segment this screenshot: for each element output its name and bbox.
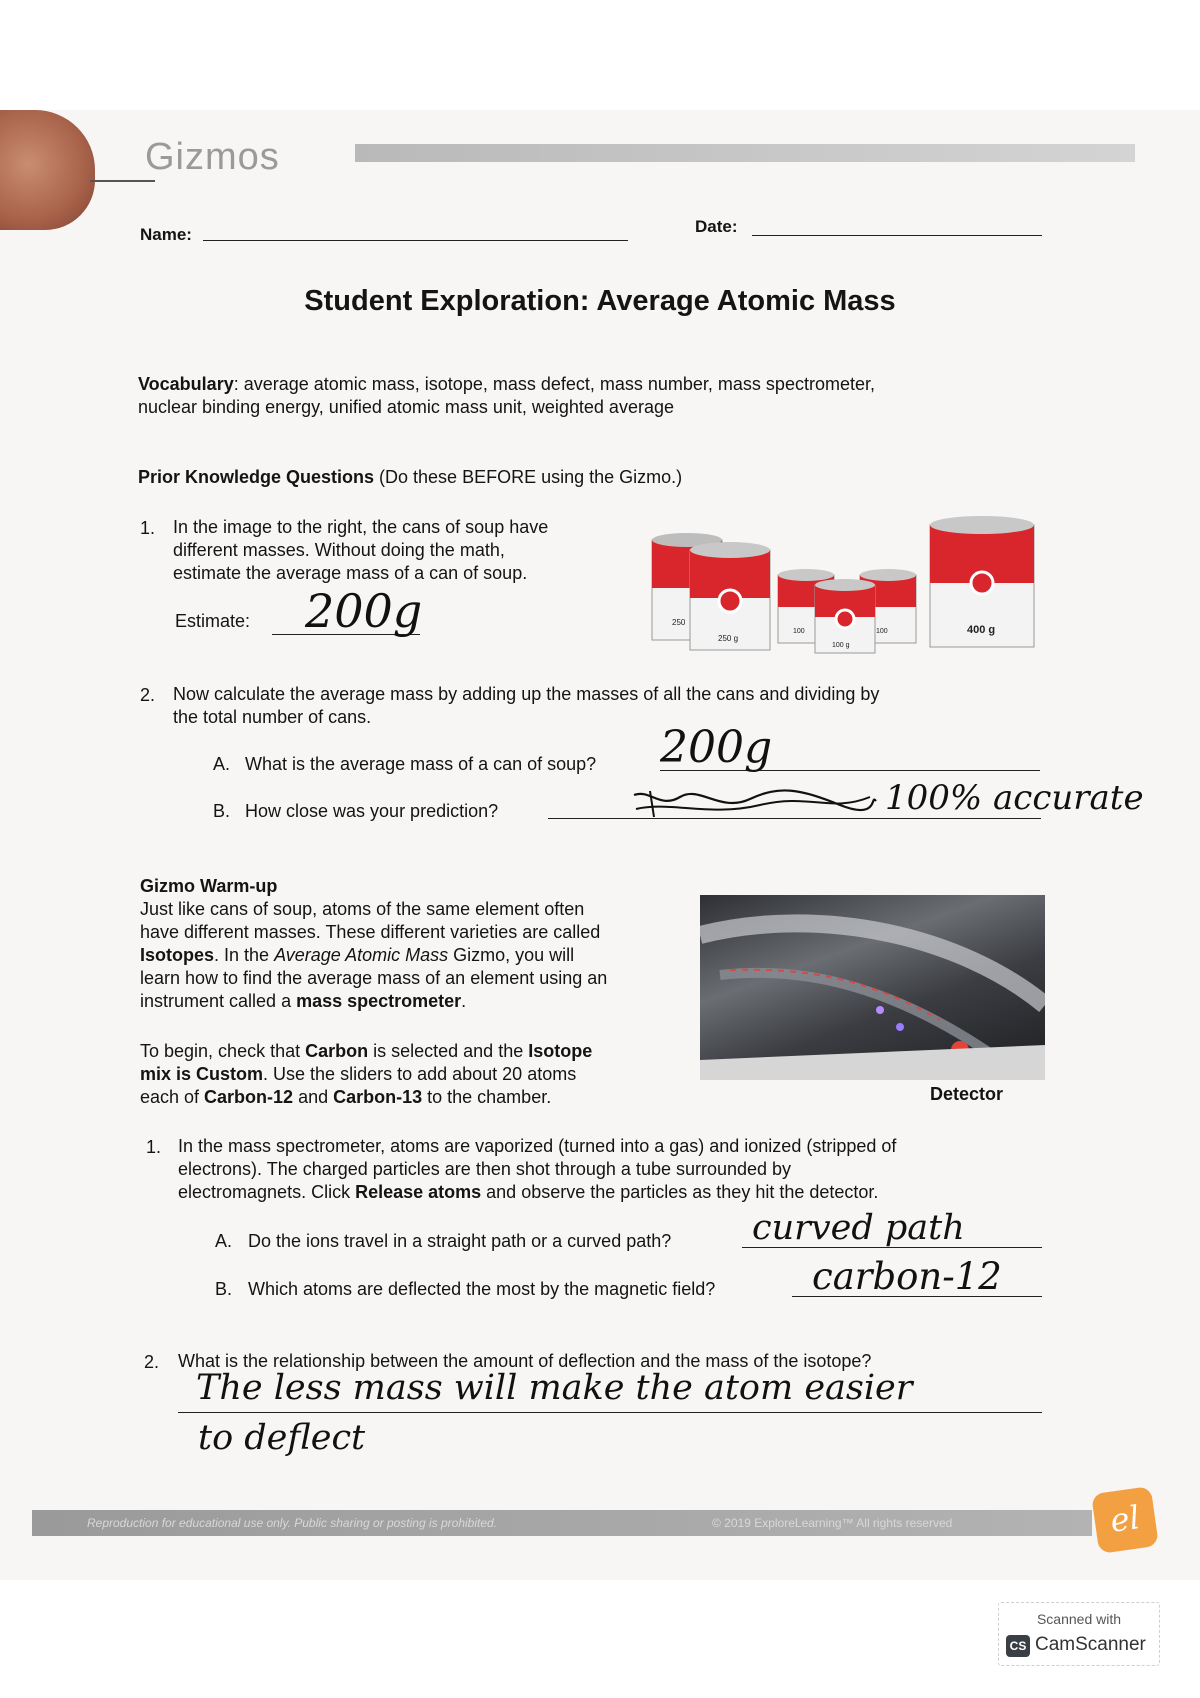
- camscanner-logo-icon: CS: [1006, 1635, 1030, 1657]
- warmup-q1-b-question: Which atoms are deflected the most by the magnetic field?: [248, 1279, 716, 1299]
- warmup-p1-line2: have different masses. These different varieties are called: [140, 922, 601, 942]
- can-label-3: 100: [793, 628, 805, 635]
- can-label-4: 100 g: [832, 642, 850, 649]
- pk-q1-line3: estimate the average mass of a can of soup.: [173, 563, 528, 583]
- warmup-p1-line5: instrument called a mass spectrometer.: [140, 991, 467, 1011]
- crossed-out-scribble: [630, 783, 880, 823]
- pk-q2-b-answer: 100% accurate: [885, 778, 1144, 818]
- warmup-q2-question: What is the relationship between the amount of deflection and the mass of the isotope?: [178, 1351, 872, 1371]
- warmup-q2-answer-line1: The less mass will make the atom easier: [196, 1368, 913, 1408]
- can-label-5: 100: [876, 628, 888, 635]
- date-label: Date:: [695, 217, 738, 236]
- name-field[interactable]: [203, 240, 628, 241]
- warmup-heading: Gizmo Warm-up: [140, 876, 278, 896]
- pk-q2-line2: the total number of cans.: [173, 707, 372, 727]
- warmup-q1-line1: In the mass spectrometer, atoms are vaporized (turned into a gas) and ionized (stripped of: [178, 1136, 897, 1156]
- pk-q2-a-question: What is the average mass of a can of soup?: [245, 754, 597, 774]
- gizmos-logo: Gizmos: [145, 136, 280, 178]
- pk-q2-number: 2.: [140, 685, 156, 705]
- warmup-q1-a-question: Do the ions travel in a straight path or a curved path?: [248, 1231, 672, 1251]
- warmup-p2-line2: mix is Custom. Use the sliders to add about 20 atoms: [140, 1064, 577, 1084]
- camscanner-name: CamScanner: [1035, 1634, 1146, 1655]
- warmup-q1-b-label: B.: [215, 1279, 233, 1299]
- header-bar: [355, 144, 1135, 162]
- pk-q1-number: 1.: [140, 518, 156, 538]
- pk-q2-a-answer: 200g: [660, 722, 773, 773]
- warmup-p2-line3: each of Carbon-12 and Carbon-13 to the chamber.: [140, 1087, 552, 1107]
- warmup-q1-line3: electromagnets. Click Release atoms and observe the particles as they hit the detector.: [178, 1182, 879, 1202]
- pk-q2-b-question: How close was your prediction?: [245, 801, 499, 821]
- warmup-q1-number: 1.: [146, 1137, 162, 1157]
- warmup-p1-line4: learn how to find the average mass of an element using an: [140, 968, 608, 988]
- warmup-p1-line3: Isotopes. In the Average Atomic Mass Gizmo, you will: [140, 945, 575, 965]
- can-label-6: 400 g: [967, 624, 996, 636]
- can-100-center: [815, 579, 875, 653]
- can-label-1: 250: [672, 618, 686, 627]
- footer-bar: [32, 1510, 1092, 1536]
- pk-q1-line1: In the image to the right, the cans of soup have: [173, 517, 549, 537]
- soup-cans-image: [650, 515, 1042, 655]
- pk-q2-a-label: A.: [213, 754, 231, 774]
- warmup-q2-number: 2.: [144, 1352, 160, 1372]
- estimate-answer: 200g: [305, 584, 423, 638]
- warmup-q1-line2: electrons). The charged particles are then shot through a tube surrounded by: [178, 1159, 792, 1179]
- warmup-q1-b-answer: carbon-12: [812, 1255, 1002, 1298]
- warmup-p2-line1: To begin, check that Carbon is selected and the Isotope: [140, 1041, 593, 1061]
- page-title: Student Exploration: Average Atomic Mass: [304, 285, 896, 317]
- warmup-p1-line1: Just like cans of soup, atoms of the same element often: [140, 899, 585, 919]
- warmup-q1-a-label: A.: [215, 1231, 233, 1251]
- mass-spectrometer-photo: [700, 895, 1045, 1080]
- camscanner-watermark: [998, 1602, 1160, 1666]
- detector-label: Detector: [930, 1084, 1004, 1104]
- prior-knowledge-heading: Prior Knowledge Questions (Do these BEFORE using the Gizmo.): [138, 467, 683, 487]
- footer-copyright: © 2019 ExploreLearning™ All rights reserved: [712, 1516, 953, 1530]
- explorelearning-logo-icon: el: [1091, 1486, 1159, 1554]
- vocabulary-line1: Vocabulary: average atomic mass, isotope, mass defect, mass number, mass spectrometer,: [138, 374, 875, 394]
- can-250-front: [690, 542, 770, 650]
- pk-q1-line2: different masses. Without doing the math,: [173, 540, 505, 560]
- scanned-with-text: Scanned with: [1036, 1611, 1122, 1627]
- estimate-label: Estimate:: [175, 611, 251, 631]
- pk-q2-b-label: B.: [213, 801, 231, 821]
- can-400: [930, 516, 1034, 647]
- logo-underline: [90, 180, 155, 182]
- warmup-q2-answer-line2: to deflect: [198, 1418, 366, 1458]
- can-label-2: 250 g: [718, 634, 739, 643]
- footer-left-text: Reproduction for educational use only. Public sharing or posting is prohibited.: [87, 1516, 498, 1530]
- warmup-q1-a-answer: curved path: [752, 1208, 965, 1248]
- vocabulary-line2: nuclear binding energy, unified atomic mass unit, weighted average: [138, 397, 674, 417]
- warmup-q2-field[interactable]: [178, 1412, 1042, 1413]
- pk-q2-line1: Now calculate the average mass by adding up the masses of all the cans and dividing by: [173, 684, 880, 704]
- date-field[interactable]: [752, 235, 1042, 236]
- name-label: Name:: [140, 225, 192, 244]
